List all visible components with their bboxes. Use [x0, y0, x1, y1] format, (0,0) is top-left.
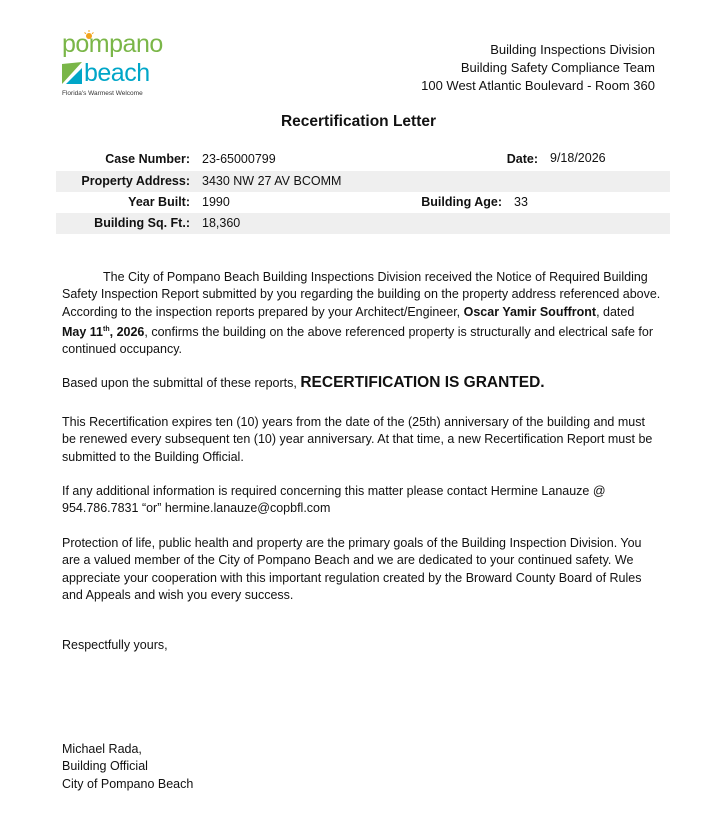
granted-paragraph [62, 374, 662, 392]
info-row-address [56, 171, 670, 192]
closing-line: Respectfully yours, [62, 638, 168, 652]
property-address-value: 3430 NW 27 AV BCOMM [202, 174, 342, 188]
goals-paragraph: Protection of life, public health and property are the primary goals of the Building Inspection Division. You are a valued member of the City of Pompano Beach and we are dedicated to your continued safety. We appreciate your cooperation with this important regulation created by the Broward County Board of Rules and Appeals and wish you every success. [62, 536, 642, 602]
pompano-beach-logo [58, 32, 168, 100]
signature-block [62, 741, 662, 793]
division-address-block [421, 41, 655, 95]
page-title: Recertification Letter [280, 113, 437, 130]
report-date [62, 325, 144, 339]
contact-paragraph: If any additional information is required concerning this matter please contact Hermine Lanauze @ 954.786.7831 “or” hermine.lanauze@copbfl.com [62, 484, 606, 516]
case-number-label: Case Number: [105, 152, 190, 166]
property-address-label: Property Address: [81, 174, 190, 188]
building-age-label: Building Age: [421, 195, 502, 209]
street-address: 100 West Atlantic Boulevard - Room 360 [421, 78, 655, 93]
notice-text-c: , confirms the building on the above referenced property is structurally and electrical safe for continued occupancy. [62, 325, 653, 357]
sqft-label: Building Sq. Ft.: [94, 216, 190, 230]
case-number-value: 23-65000799 [202, 152, 276, 166]
building-age-value: 33 [514, 195, 528, 209]
date-value: 9/18/2026 [550, 151, 606, 165]
logo-tagline: Florida's Warmest Welcome [62, 90, 143, 97]
granted-intro: Based upon the submittal of these reports, [62, 376, 301, 390]
year-built-value: 1990 [202, 195, 230, 209]
logo-word-pompano: pompano [62, 30, 163, 58]
report-date-main: May 11 [62, 325, 104, 340]
signatory-org: City of Pompano Beach [62, 776, 194, 791]
sail-icon [62, 62, 84, 86]
info-row-year [56, 192, 670, 213]
logo-word-beach: beach [84, 59, 150, 87]
signatory-title: Building Official [62, 759, 148, 774]
team-name: Building Safety Compliance Team [460, 60, 655, 75]
info-row-sqft [56, 213, 670, 234]
year-built-label: Year Built: [128, 195, 190, 209]
notice-text-b: , dated [596, 304, 635, 319]
report-date-year: , 2026 [109, 325, 145, 340]
body-paragraph-notice [62, 269, 662, 359]
signatory-name: Michael Rada, [62, 742, 142, 756]
granted-status: RECERTIFICATION IS GRANTED. [300, 374, 545, 391]
expiration-paragraph: This Recertification expires ten (10) years from the date of the (25th) anniversary of the building and must be renewed every subsequent ten (10) year anniversary. At that time, a new Recertification Report must be submitted to the Building Official. [62, 415, 653, 464]
engineer-name: Oscar Yamir Souffront [463, 304, 597, 319]
notice-text-a: The City of Pompano Beach Building Inspections Division received the Notice of Required Building Safety Inspection Report submitted by you regarding the building on the property address referenced above. According to the inspection reports prepared by your Architect/Engineer, [62, 270, 661, 319]
date-label: Date: [506, 152, 538, 166]
report-date-sup: th [103, 325, 110, 333]
info-row-case [56, 149, 670, 170]
sqft-value: 18,360 [202, 216, 241, 230]
division-name: Building Inspections Division [490, 42, 655, 57]
